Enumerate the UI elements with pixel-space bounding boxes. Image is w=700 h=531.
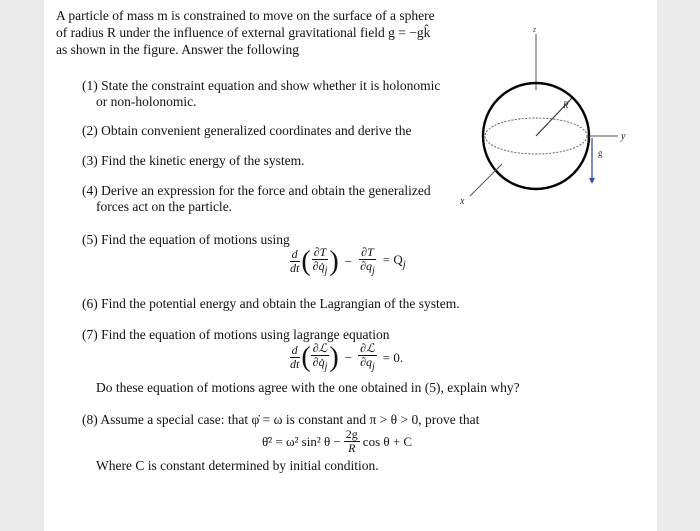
question-8: (8) Assume a special case: that φ̇ = ω is constant and π > θ > 0, prove that [82, 412, 480, 427]
z-label: z [533, 25, 537, 34]
intro-line-2: of radius R under the influence of external gravitational field g = −gk̂ [56, 25, 431, 40]
eq8-num: 2g [345, 427, 358, 441]
eq7-rhs: = 0. [382, 349, 404, 365]
x-axis [470, 164, 502, 196]
question-4-line-2: forces act on the particle. [96, 199, 233, 214]
question-1-line-1: (1) State the constraint equation and show whether it is holonomic [82, 78, 441, 93]
eq8-den: R [348, 441, 356, 455]
intro-line-1: A particle of mass m is constrained to move on the surface of a sphere [56, 8, 435, 23]
sphere-figure [440, 18, 662, 218]
gravity-label: g [598, 148, 603, 158]
question-4-line-1: (4) Derive an expression for the force and obtain the generalized [82, 183, 431, 198]
eq8-tail: cos θ + C [362, 433, 413, 449]
intro-line-3: as shown in the figure. Answer the following [56, 42, 299, 57]
gravity-arrow-head [589, 178, 595, 184]
question-6: (6) Find the potential energy and obtain the Lagrangian of the system. [82, 296, 460, 311]
equation-8 [262, 428, 412, 455]
question-7: (7) Find the equation of motions using lagrange equation [82, 327, 390, 342]
question-3: (3) Find the kinetic energy of the system. [82, 153, 305, 168]
question-1-line-2: or non-holonomic. [96, 94, 197, 109]
eq5-rhs: = Q [382, 252, 403, 268]
equation-7: $\frac{d}{dt}$ ( $\frac{\text{∂ℒ}}{\partial q̇_j}$ ) − $\frac{\text{∂ℒ}}{\partial q_j}$ = 0. [290, 341, 404, 373]
question-2: (2) Obtain convenient generalized coordinates and derive the [82, 123, 412, 138]
equation-5: $\frac{d}{dt}$ ( $\frac{\partial T}{\partial q̇_j}$ ) − $\frac{\partial T}{\partial q_j}$ = $Q_j$ [290, 245, 406, 277]
question-7-followup: Do these equation of motions agree with the one obtained in (5), explain why? [96, 380, 520, 395]
eq8-lhs: θ̇² = ω² sin² θ − [262, 433, 341, 449]
radius-label: R [563, 100, 569, 110]
question-8-conclusion: Where C is constant determined by initial condition. [96, 458, 379, 473]
eq5-sub: j [402, 258, 406, 271]
x-label: x [460, 196, 465, 207]
question-5: (5) Find the equation of motions using [82, 232, 290, 247]
y-label: y [621, 131, 626, 142]
